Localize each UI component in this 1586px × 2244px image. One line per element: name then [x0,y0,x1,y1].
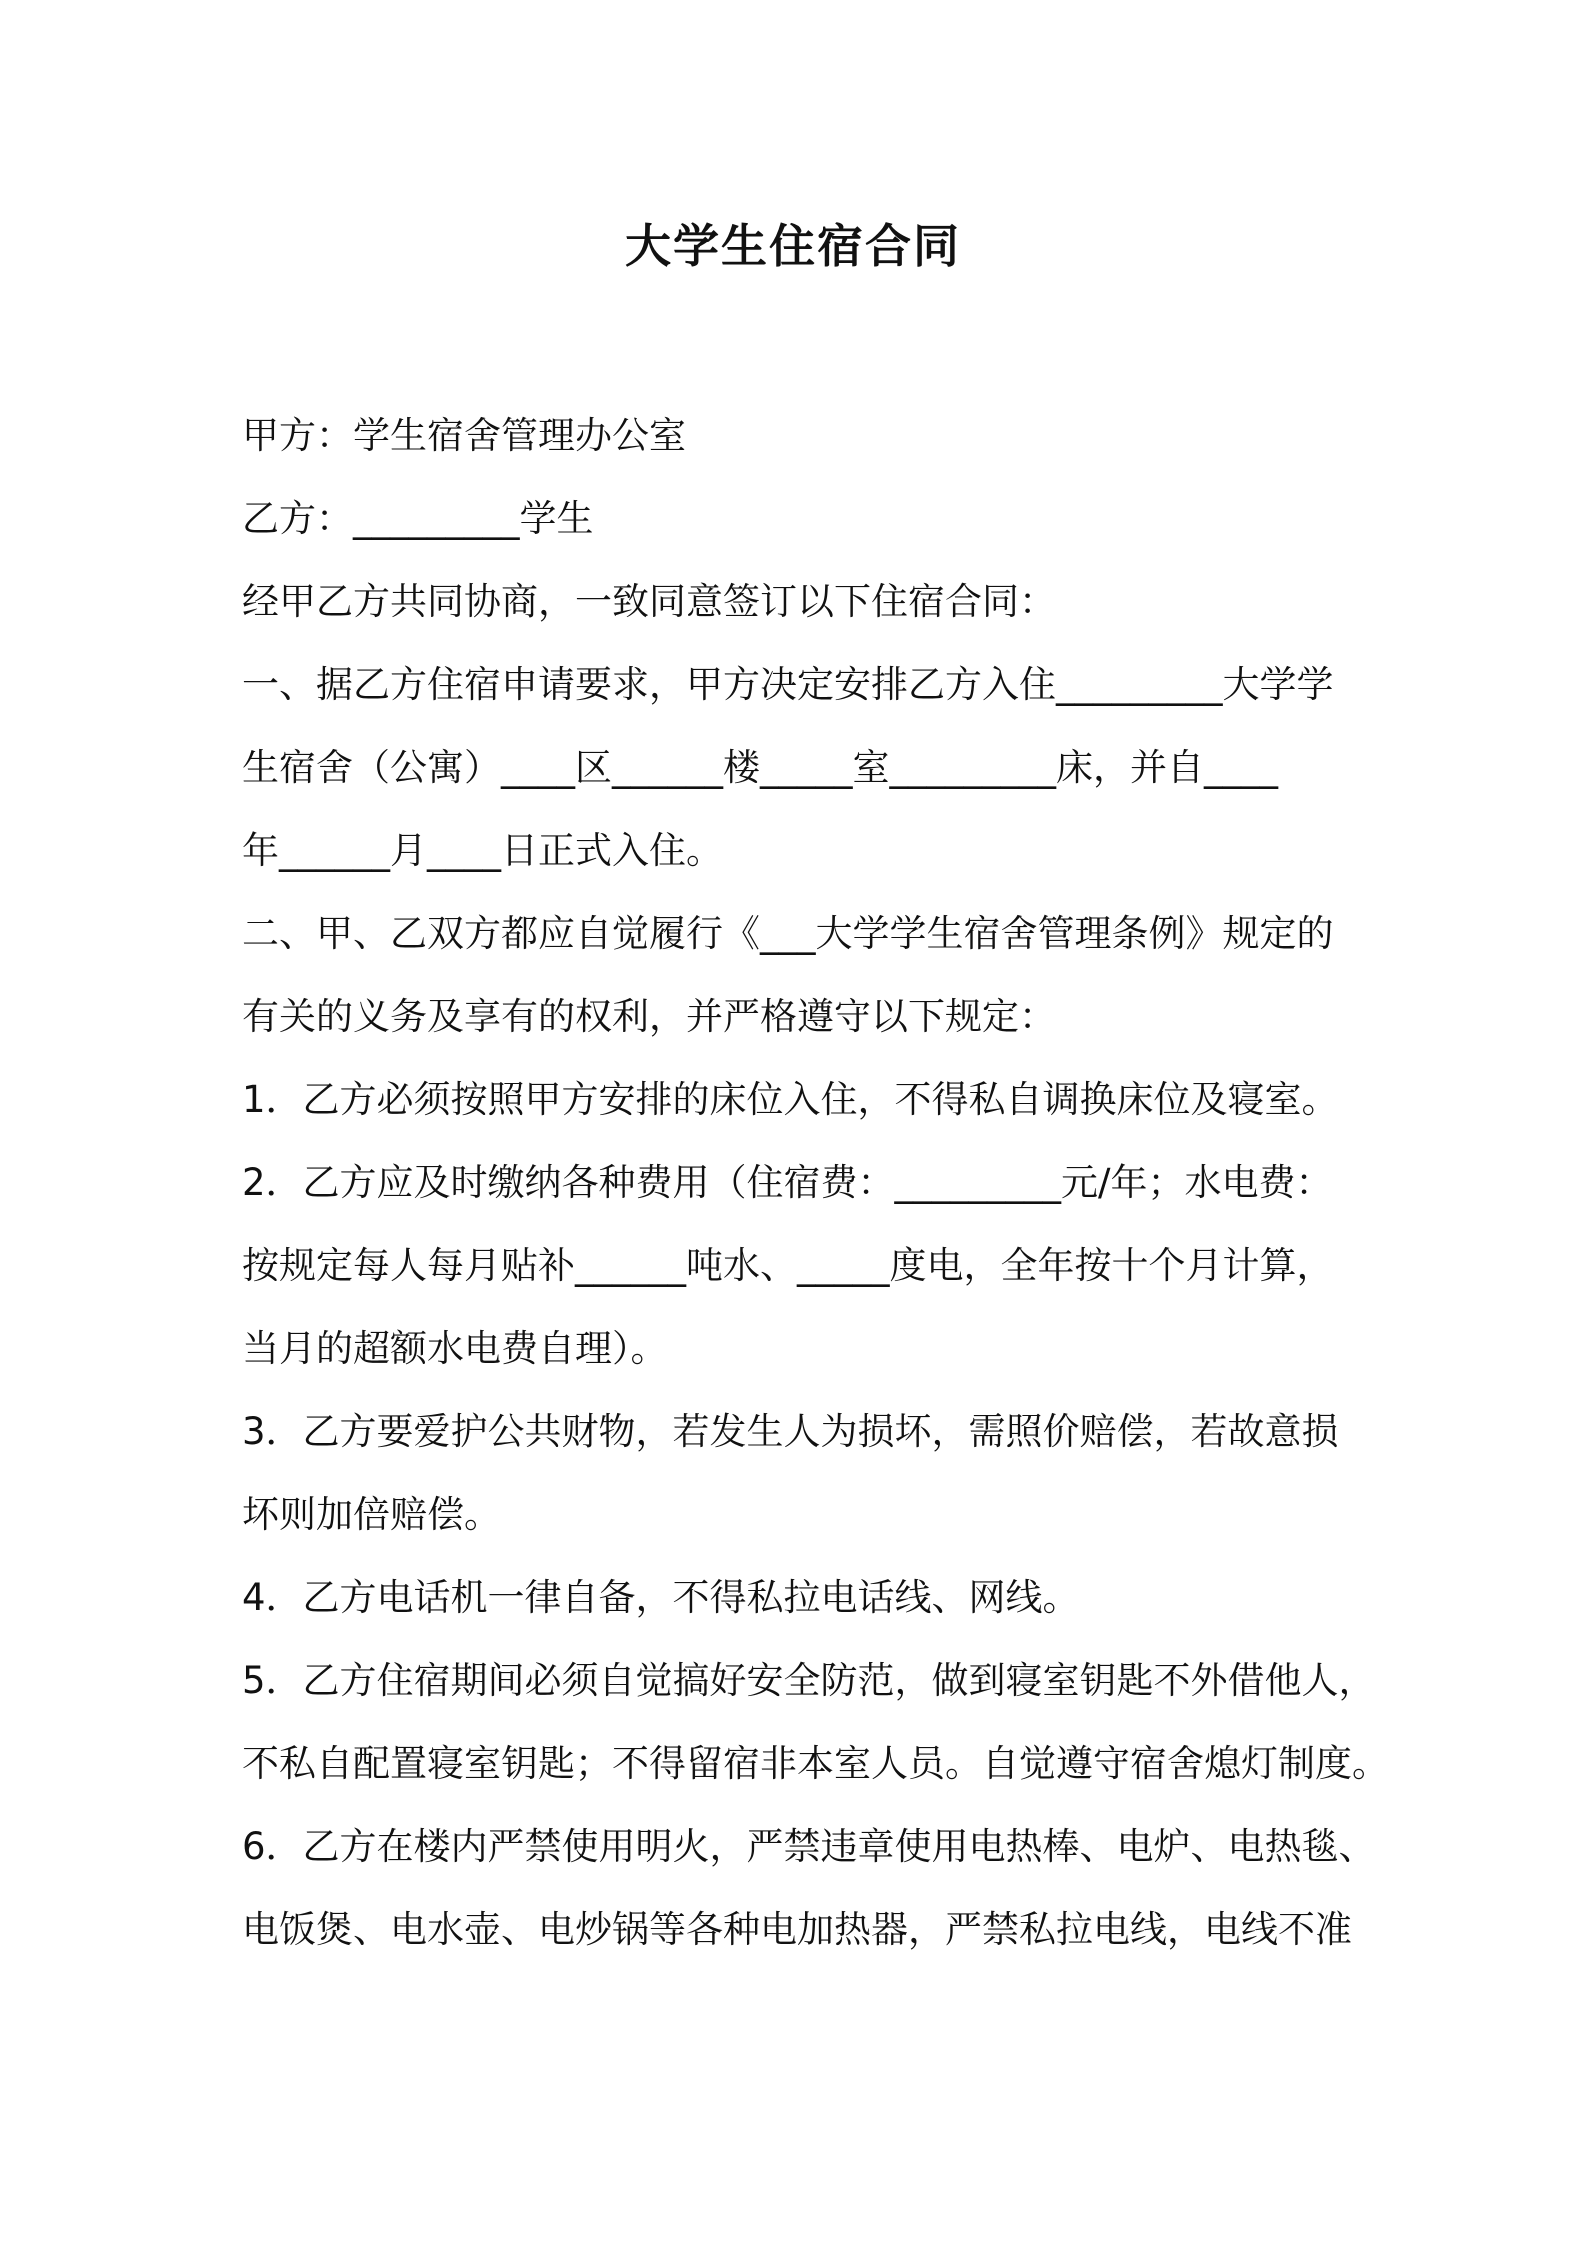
contract-body [242,404,1389,1981]
clause-1-line: 年______月____日正式入住。 [242,829,723,872]
rule-6-line: 6．乙方在楼内严禁使用明火，严禁违章使用电热棒、电炉、电热毯、 [242,1825,1376,1868]
clause-2-line: 有关的义务及享有的权利，并严格遵守以下规定： [242,995,1056,1038]
rule-5-line: 不私自配置寝室钥匙；不得留宿非本室人员。自觉遵守宿舍熄灯制度。 [242,1742,1389,1785]
rule-3-line: 3．乙方要爱护公共财物，若发生人为损坏，需照价赔偿，若故意损 [242,1410,1339,1453]
rule-4-line: 4．乙方电话机一律自备，不得私拉电话线、网线。 [242,1576,1080,1619]
clause-1-line: 生宿舍（公寓）____区______楼_____室_________床，并自____ [242,746,1278,789]
clause-2-line: 二、甲、乙双方都应自觉履行《___大学学生宿舍管理条例》规定的 [242,912,1334,955]
rule-3-line: 坏则加倍赔偿。 [242,1493,501,1536]
clause-1-line: 一、据乙方住宿申请要求，甲方决定安排乙方入住_________大学学 [242,663,1334,706]
rule-2-line: 2．乙方应及时缴纳各种费用（住宿费：_________元/年；水电费： [242,1161,1333,1204]
rule-2-line: 当月的超额水电费自理）。 [242,1327,668,1370]
party-a-line: 甲方：学生宿舍管理办公室 [242,414,686,457]
intro-line: 经甲乙方共同协商，一致同意签订以下住宿合同： [242,580,1056,623]
rule-1-line: 1．乙方必须按照甲方安排的床位入住，不得私自调换床位及寝室。 [242,1078,1339,1121]
page-title: 大学生住宿合同 [625,219,961,273]
rule-2-line: 按规定每人每月贴补______吨水、_____度电，全年按十个月计算， [242,1244,1334,1287]
party-b-line: 乙方：_________学生 [242,497,594,540]
rule-6-line: 电饭煲、电水壶、电炒锅等各种电加热器，严禁私拉电线，电线不准 [242,1908,1352,1951]
rule-5-line: 5．乙方住宿期间必须自觉搞好安全防范，做到寝室钥匙不外借他人， [242,1659,1376,1702]
